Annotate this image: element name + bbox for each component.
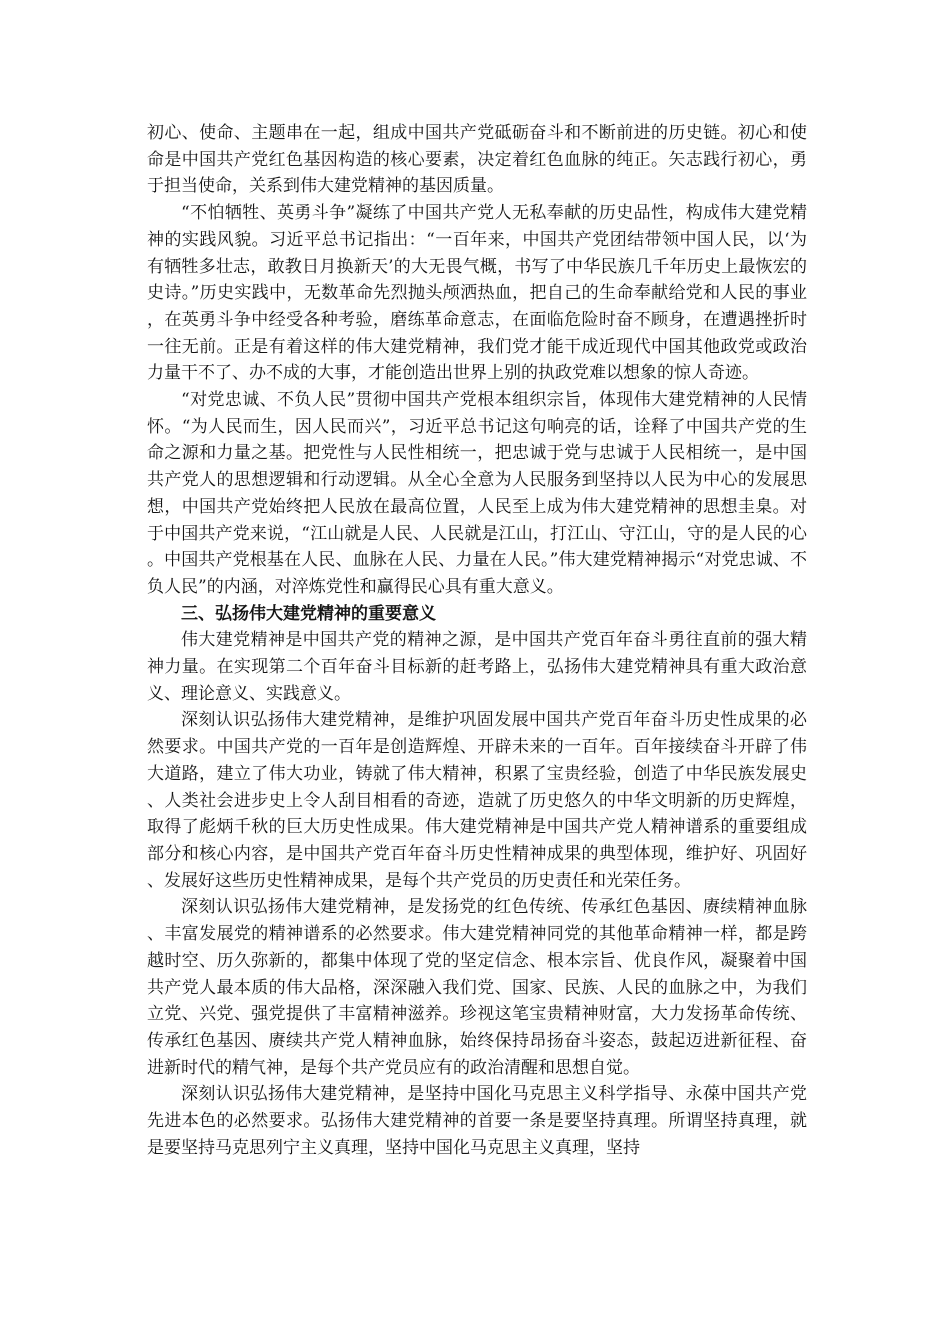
paragraph-2: “不怕牺牲、英勇斗争”凝练了中国共产党人无私奉献的历史品性，构成伟大建党精神的实践风貌。习近平总书记指出：“一百年来，中国共产党团结带领中国人民，以‘为有牺牲多壮志，敢教日月换新天’的大无畏气概，书写了中华民族几千年历史上最恢宏的史诗。”历史实践中，无数革命先烈抛头颅洒热血，把自己的生命奉献给党和人民的事业，在英勇斗争中经受各种考验，磨练革命意志，在面临危险时奋不顾身，在遭遇挫折时一往无前。正是有着这样的伟大建党精神，我们党才能干成近现代中国其他政党或政治力量干不了、办不成的大事，才能创造出世界上别的执政党难以想象的惊人奇迹。: [147, 203, 807, 384]
section-heading: 三、弘扬伟大建党精神的重要意义: [181, 603, 436, 624]
paragraph-3: “对党忠诚、不负人民”贯彻中国共产党根本组织宗旨，体现伟大建党精神的人民情怀。“为人民而生，因人民而兴”，习近平总书记这句响亮的话，诠释了中国共产党的生命之源和力量之基。把党性与人民性相统一，把忠诚于党与忠诚于人民相统一，是中国共产党人的思想逻辑和行动逻辑。从全心全意为人民服务到坚持以人民为中心的发展思想，中国共产党始终把人民放在最高位置，人民至上成为伟大建党精神的思想圭臬。对于中国共产党来说，“江山就是人民、人民就是江山，打江山、守江山，守的是人民的心。中国共产党根基在人民、血脉在人民、力量在人民。”伟大建党精神揭示“对党忠诚、不负人民”的内涵，对淬炼党性和赢得民心具有重大意义。: [147, 390, 807, 597]
paragraph-4: 伟大建党精神是中国共产党的精神之源，是中国共产党百年奋斗勇往直前的强大精神力量。在实现第二个百年奋斗目标新的赶考路上，弘扬伟大建党精神具有重大政治意义、理论意义、实践意义。: [147, 630, 807, 704]
paragraph-6: 深刻认识弘扬伟大建党精神，是发扬党的红色传统、传承红色基因、赓续精神血脉、丰富发展党的精神谱系的必然要求。伟大建党精神同党的其他革命精神一样，都是跨越时空、历久弥新的，都集中体现了党的坚定信念、根本宗旨、优良作风，凝聚着中国共产党人最本质的伟大品格，深深融入我们党、国家、民族、人民的血脉之中，为我们立党、兴党、强党提供了丰富精神滋养。珍视这笔宝贵精神财富，大力发扬革命传统、传承红色基因、赓续共产党人精神血脉，始终保持昂扬奋斗姿态，鼓起迈进新征程、奋进新时代的精气神，是每个共产党员应有的政治清醒和思想自觉。: [147, 897, 807, 1078]
paragraph-5: 深刻认识弘扬伟大建党精神，是维护巩固发展中国共产党百年奋斗历史性成果的必然要求。中国共产党的一百年是创造辉煌、开辟未来的一百年。百年接续奋斗开辟了伟大道路，建立了伟大功业，铸就了伟大精神，积累了宝贵经验，创造了中华民族发展史、人类社会进步史上令人刮目相看的奇迹，造就了历史悠久的中华文明新的历史辉煌，取得了彪炳千秋的巨大历史性成果。伟大建党精神是中国共产党人精神谱系的重要组成部分和核心内容，是中国共产党百年奋斗历史性精神成果的典型体现，维护好、巩固好、发展好这些历史性精神成果，是每个共产党员的历史责任和光荣任务。: [147, 710, 807, 891]
paragraph-7: 深刻认识弘扬伟大建党精神，是坚持中国化马克思主义科学指导、永葆中国共产党先进本色的必然要求。弘扬伟大建党精神的首要一条是要坚持真理。所谓坚持真理，就是要坚持马克思列宁主义真理，坚持中国化马克思主义真理，坚持: [147, 1084, 807, 1158]
paragraph-1-continued: 初心、使命、主题串在一起，组成中国共产党砥砺奋斗和不断前进的历史链。初心和使命是中国共产党红色基因构造的核心要素，决定着红色血脉的纯正。矢志践行初心，勇于担当使命，关系到伟大建党精神的基因质量。: [147, 123, 807, 197]
document-page: [147, 120, 807, 1161]
